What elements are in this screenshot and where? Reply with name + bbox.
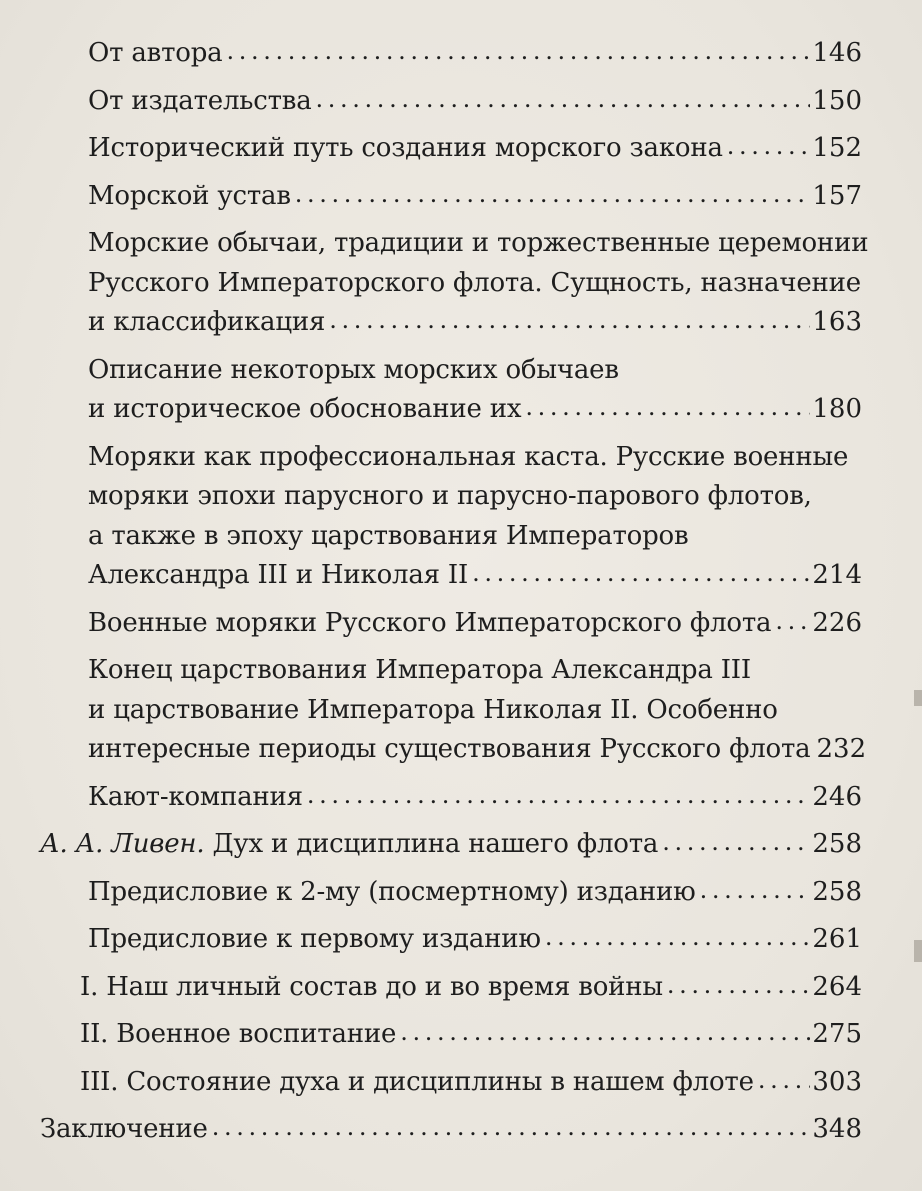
toc-entry-line: Конец царствования Императора Александра III bbox=[88, 655, 751, 685]
toc-dot-leader bbox=[316, 80, 811, 120]
toc-entry-title bbox=[88, 556, 468, 596]
toc-dot-leader bbox=[662, 823, 810, 863]
toc-entry-morskoy-ustav bbox=[40, 177, 862, 217]
toc-entry-sostoyanie-dukha bbox=[40, 1063, 862, 1103]
toc-entry-last-line bbox=[80, 1063, 862, 1103]
toc-entry-title bbox=[88, 604, 771, 644]
toc-entry-moryaki-kasta bbox=[40, 438, 862, 596]
toc-entry-last-line bbox=[80, 968, 862, 1008]
toc-entry-last-line bbox=[40, 825, 862, 865]
toc-entry-line: и царствование Императора Николая II. Особенно bbox=[88, 694, 778, 725]
toc-page-number: 264 bbox=[812, 971, 862, 1002]
toc-entry-kayut-kompaniya bbox=[40, 778, 862, 818]
toc-dot-leader bbox=[525, 388, 810, 428]
toc-entry-title bbox=[40, 1110, 208, 1150]
toc-entry-title bbox=[88, 730, 811, 770]
toc-entry-title-text: интересные периоды существования Русского флота bbox=[88, 734, 811, 764]
toc-dot-leader bbox=[307, 776, 811, 816]
toc-entry-last-line bbox=[88, 920, 862, 960]
toc-entry-last-line bbox=[88, 778, 862, 818]
toc-page-number: 232 bbox=[816, 734, 867, 764]
toc-entry-predislovie-2 bbox=[40, 873, 862, 913]
toc-page-number: 275 bbox=[812, 1019, 862, 1049]
toc-entry-title bbox=[88, 778, 303, 818]
toc-page-number: 348 bbox=[812, 1114, 862, 1144]
toc-page-number: 180 bbox=[812, 394, 862, 424]
toc-page-number: 246 bbox=[812, 781, 862, 812]
toc-entry-title-text: III. Состояние духа и дисциплины в нашем флоте bbox=[80, 1066, 754, 1097]
toc-entry-title-text: Предисловие к 2-му (посмертному) изданию bbox=[88, 876, 696, 907]
toc-entry-title-text: Заключение bbox=[40, 1114, 208, 1144]
toc-page-number: 157 bbox=[812, 180, 862, 211]
toc-entry-title-text: II. Военное воспитание bbox=[80, 1019, 397, 1049]
toc-entry-title-text: Военные моряки Русского Императорского флота bbox=[88, 607, 772, 638]
page-edge-mark bbox=[914, 690, 922, 706]
toc-entry-title bbox=[88, 34, 222, 74]
toc-entry-title-text: Кают-компания bbox=[88, 781, 303, 812]
toc-entry-line: а также в эпоху царствования Императоров bbox=[88, 520, 689, 551]
toc-dot-leader bbox=[329, 301, 810, 341]
toc-entry-last-line bbox=[88, 390, 862, 430]
toc-dot-leader bbox=[472, 554, 810, 594]
toc-entry-title-text: От издательства bbox=[88, 85, 312, 116]
toc-entry-title-text: и классификация bbox=[88, 307, 326, 337]
toc-entry-title bbox=[80, 1015, 396, 1055]
toc-entry-title bbox=[88, 129, 723, 169]
toc-dot-leader bbox=[758, 1061, 811, 1101]
toc-page-number: 150 bbox=[812, 85, 862, 116]
toc-entry-zaklyuchenie bbox=[40, 1110, 862, 1150]
toc-entry-last-line bbox=[88, 303, 862, 343]
toc-entry-ot-izdatelstva bbox=[40, 82, 862, 122]
toc-dot-leader bbox=[212, 1108, 811, 1148]
toc-entry-last-line bbox=[88, 604, 862, 644]
toc-entry-title-text: и историческое обоснование их bbox=[88, 394, 522, 424]
toc-dot-leader bbox=[295, 175, 811, 215]
toc-dot-leader bbox=[400, 1013, 810, 1053]
toc-page-number: 152 bbox=[812, 133, 862, 163]
toc-entry-liven-dukh bbox=[40, 825, 862, 865]
toc-entry-title bbox=[88, 82, 312, 122]
toc-entry-last-line bbox=[88, 873, 862, 913]
toc-entry-title bbox=[80, 968, 663, 1008]
toc-page-number: 214 bbox=[812, 560, 862, 590]
toc-entry-title-text: Предисловие к первому изданию bbox=[88, 924, 541, 954]
toc-entry-last-line bbox=[88, 129, 862, 169]
toc-entry-title bbox=[88, 390, 521, 430]
toc-entry-line: Морские обычаи, традиции и торжественные церемонии bbox=[88, 228, 869, 258]
toc-entry-last-line bbox=[40, 1110, 862, 1150]
toc-entry-nash-lichny-sostav bbox=[40, 968, 862, 1008]
toc-dot-leader bbox=[727, 127, 811, 167]
toc-entry-line: Русского Императорского флота. Сущность, назначение bbox=[88, 267, 861, 298]
toc-entry-line: Описание некоторых морских обычаев bbox=[88, 354, 619, 385]
toc-entry-last-line bbox=[80, 1015, 862, 1055]
toc-entry-title bbox=[88, 873, 696, 913]
toc-entry-opisanie-obychaev bbox=[40, 351, 862, 430]
toc-page-number: 261 bbox=[812, 924, 862, 954]
toc-entry-last-line bbox=[88, 34, 862, 74]
toc-entry-title bbox=[88, 303, 325, 343]
toc-entry-line: моряки эпохи парусного и парусно-парового флотов, bbox=[88, 481, 812, 511]
toc-entry-title-text: Александра III и Николая II bbox=[88, 560, 469, 590]
toc-entry-title-text: От автора bbox=[88, 38, 223, 68]
toc-page-number: 303 bbox=[812, 1066, 862, 1097]
toc-entry-title-text: I. Наш личный состав до и во время войны bbox=[80, 971, 663, 1002]
toc-entry-title bbox=[88, 920, 541, 960]
toc-page-number: 146 bbox=[812, 38, 862, 68]
table-of-contents bbox=[40, 34, 869, 1158]
toc-entry-last-line bbox=[88, 82, 862, 122]
toc-entry-title bbox=[80, 1063, 754, 1103]
toc-page-number: 226 bbox=[812, 607, 862, 638]
toc-dot-leader bbox=[700, 871, 811, 911]
toc-dot-leader bbox=[667, 966, 810, 1006]
toc-entry-morskie-obychai bbox=[40, 224, 869, 343]
toc-entry-voennoe-vospitanie bbox=[40, 1015, 862, 1055]
toc-entry-line: Моряки как профессиональная каста. Русские военные bbox=[88, 441, 849, 472]
toc-entry-author: А. А. Ливен. bbox=[40, 829, 205, 859]
toc-page-number: 258 bbox=[812, 829, 862, 859]
toc-entry-ot-avtora bbox=[40, 34, 862, 74]
toc-entry-title-text: Морской устав bbox=[88, 180, 291, 211]
toc-entry-title-text: Дух и дисциплина нашего флота bbox=[212, 829, 659, 859]
toc-entry-predislovie-1 bbox=[40, 920, 862, 960]
toc-entry-last-line bbox=[88, 556, 862, 596]
toc-entry-voennye-moryaki bbox=[40, 604, 862, 644]
page-edge-mark bbox=[914, 940, 922, 962]
toc-page-number: 258 bbox=[812, 876, 862, 907]
toc-entry-istoricheskiy-put bbox=[40, 129, 862, 169]
toc-entry-title bbox=[40, 825, 658, 865]
toc-dot-leader bbox=[545, 918, 811, 958]
toc-entry-konets-tsarstvovaniya bbox=[40, 651, 867, 770]
toc-dot-leader bbox=[226, 32, 810, 72]
toc-page-number: 163 bbox=[812, 307, 862, 337]
toc-entry-last-line bbox=[88, 177, 862, 217]
toc-entry-title bbox=[88, 177, 291, 217]
toc-dot-leader bbox=[775, 602, 810, 642]
toc-entry-last-line bbox=[88, 730, 867, 770]
toc-entry-title-text: Исторический путь создания морского закона bbox=[88, 133, 723, 163]
